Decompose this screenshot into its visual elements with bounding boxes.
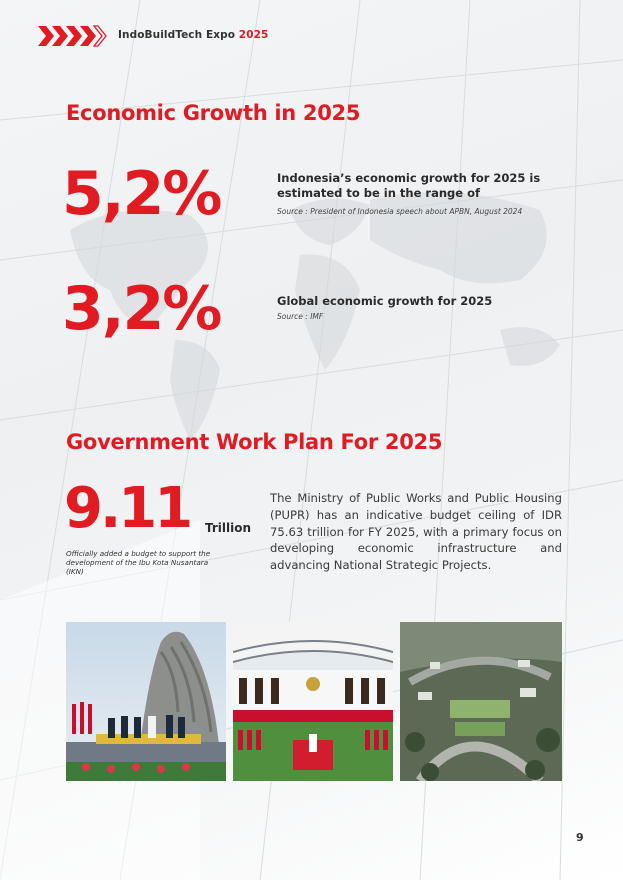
economic-growth-heading: Economic Growth in 2025 <box>66 101 361 125</box>
indonesia-growth-value: 5,2% <box>62 159 221 229</box>
global-growth-text: Global economic growth for 2025 <box>277 294 493 308</box>
global-growth-value: 3,2% <box>62 274 221 344</box>
budget-note: Officially added a budget to support the development of the Ibu Kota Nusantara (IKN) <box>66 549 211 576</box>
brand-year: 2025 <box>238 29 269 41</box>
ceremony-garuda-monument-photo <box>66 622 226 781</box>
palace-flag-ceremony-photo <box>233 622 393 781</box>
government-work-plan-heading: Government Work Plan For 2025 <box>66 430 443 454</box>
budget-unit: Trillion <box>205 521 252 535</box>
page-number: 9 <box>576 831 584 844</box>
pupr-description: The Ministry of Public Works and Public Housing (PUPR) has an indicative budget ceiling of IDR 75.63 trillion for FY 2025, with a primary focus on developing economic infrastructure and advancing National Strategic Projects. <box>270 491 562 573</box>
brand-name: IndoBuildTech Expo <box>118 29 236 41</box>
ikn-aerial-view-photo <box>400 622 562 781</box>
global-growth-source: Source : IMF <box>277 312 324 321</box>
budget-value: 9.11 <box>64 476 191 541</box>
indonesia-growth-text: Indonesia’s economic growth for 2025 is estimated to be in the range of <box>277 171 541 200</box>
brand-title <box>118 29 268 41</box>
indonesia-growth-source: Source : President of Indonesia speech about APBN, August 2024 <box>277 207 523 216</box>
chevron-logo-icon <box>38 24 110 48</box>
